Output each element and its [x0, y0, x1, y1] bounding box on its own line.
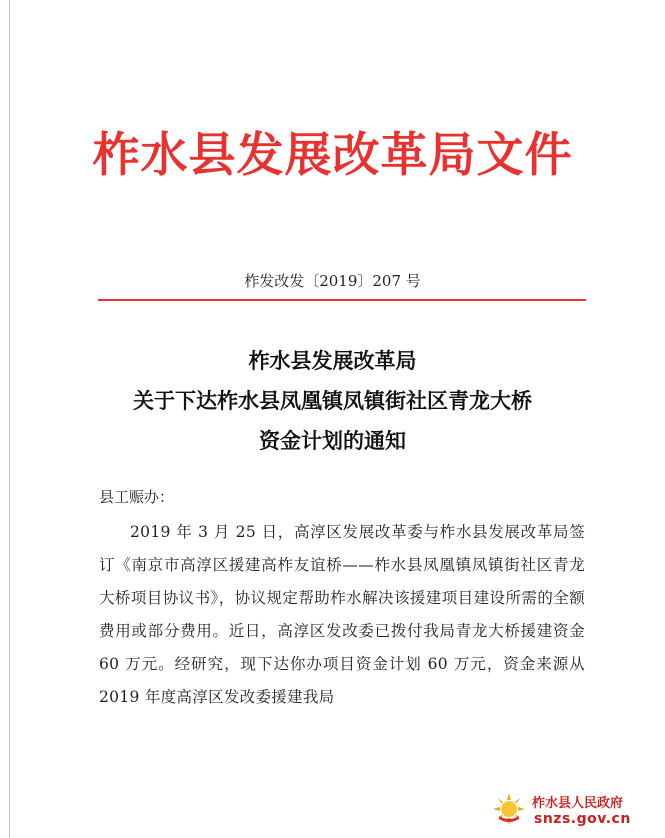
- body-paragraph: 2019 年 3 月 25 日，高淳区发展改革委与柞水县发展改革局签订《南京市高淳区援建高柞友谊桥——柞水县凤凰镇凤镇街社区青龙大桥项目协议书》，协议规定帮助柞水解决该援建项目建设所需的全额费用或部分费用。近日，高淳区发改委已拨付我局青龙大桥援建资金 60 万元。经研究，现下达你办项目资金计划 60 万元，资金来源从 2019 年度高淳区发改委援建我局: [99, 523, 585, 706]
- notice-title-line3: 资金计划的通知: [259, 428, 406, 453]
- document-number: 柞发改发〔2019〕207 号: [244, 272, 421, 290]
- government-watermark: [492, 788, 662, 834]
- notice-title-line2: 关于下达柞水县凤凰镇凤镇街社区青龙大桥: [133, 388, 532, 413]
- watermark-site-name: 柞水县人民政府: [532, 796, 624, 811]
- salutation: 县工赈办：: [99, 488, 175, 506]
- header-red-divider: [98, 299, 586, 301]
- notice-title-line1: 柞水县发展改革局: [248, 348, 417, 373]
- watermark-site-url: snzs.gov.cn: [534, 811, 631, 827]
- sunburst-emblem-icon: [492, 792, 526, 826]
- document-header-title: 柞水县发展改革局文件: [92, 128, 573, 183]
